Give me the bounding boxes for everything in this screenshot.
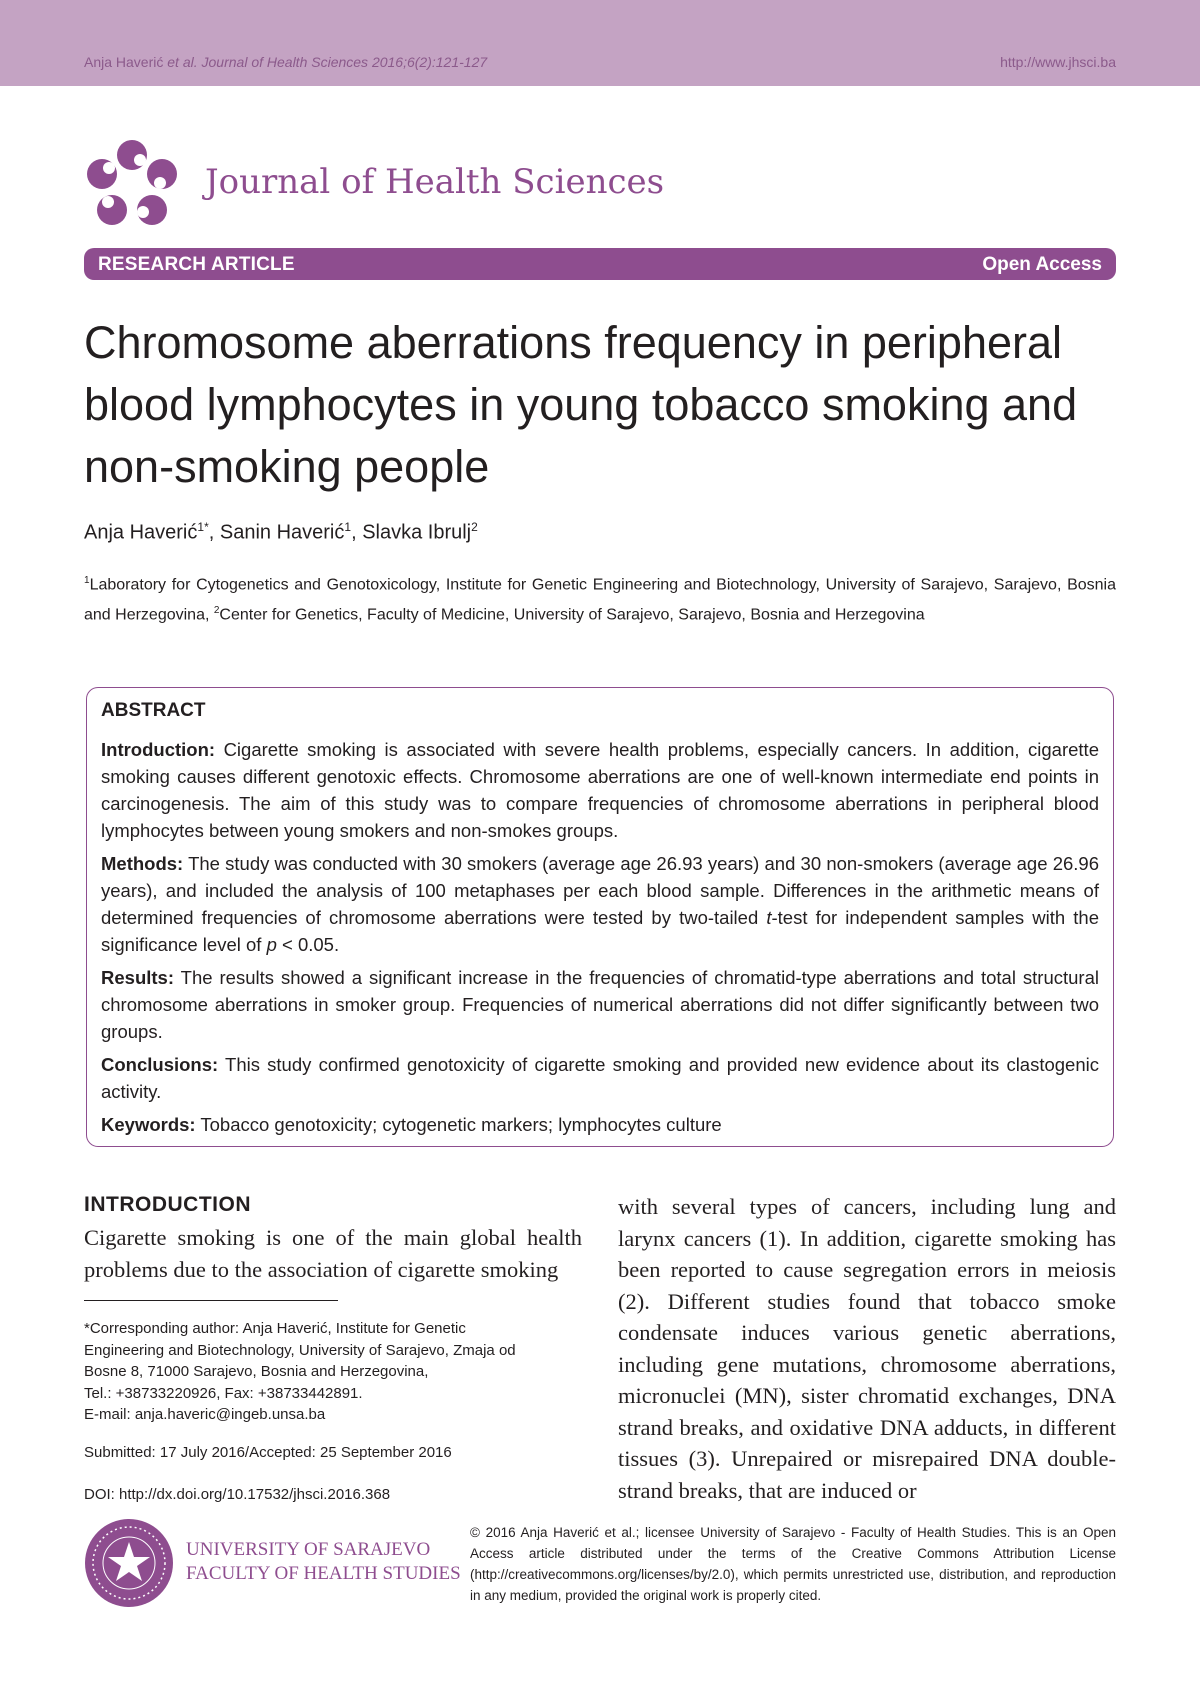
- university-name: [186, 1538, 461, 1586]
- section-text: The results showed a significant increase in the frequencies of chromatid-type aberrations and total structural chromosome aberrations in smoker group. Frequencies of numerical aberrations did not differ significantly between two groups.: [101, 967, 1099, 1042]
- footnote-line: Engineering and Biotechnology, University of Sarajevo, Zmaja od: [84, 1341, 516, 1359]
- affiliation-text: Center for Genetics, Faculty of Medicine, University of Sarajevo, Sarajevo, Bosnia and Herzegovina: [219, 606, 925, 624]
- article-title: Chromosome aberrations frequency in peripheral blood lymphocytes in young tobacco smoking and non-smoking people: [84, 317, 1078, 492]
- abstract-box: [86, 687, 1114, 1147]
- abstract-sections: [101, 736, 1099, 1144]
- university-seal-icon: [84, 1518, 174, 1608]
- p-symbol: p: [266, 934, 277, 955]
- article-type-label: RESEARCH ARTICLE: [98, 254, 295, 275]
- open-access-label: Open Access: [982, 254, 1102, 275]
- citation-journal: Journal of Health Sciences 2016;6(2):121-127: [197, 54, 488, 70]
- journal-url[interactable]: http://www.jhsci.ba: [1000, 54, 1116, 70]
- section-text: The study was conducted with 30 smokers (average age 26.93 years) and 30 non-smokers (average age 26.96 years), and included the analysis of 100 metaphases per each blood sample. Differences in the arithmetic means of determined frequencies of chromosome aberrations were tested by two-tailed: [101, 853, 1099, 928]
- author-name: Anja Haverić: [84, 521, 198, 544]
- author-affiliation-mark: 1*: [197, 520, 209, 534]
- journal-name: Journal of Health Sciences: [205, 162, 665, 202]
- author-affiliation-mark: 1: [344, 520, 352, 534]
- header-band: [0, 0, 1200, 86]
- section-text: Tobacco genotoxicity; cytogenetic markers; lymphocytes culture: [195, 1114, 722, 1135]
- introduction-heading: INTRODUCTION: [84, 1193, 251, 1216]
- affiliation-mark: 2: [213, 605, 220, 617]
- citation-etal: et al.: [167, 54, 198, 70]
- corresponding-author-note: [84, 1318, 584, 1426]
- footnote-line: Tel.: +38733220926, Fax: +38733442891.: [84, 1384, 363, 1402]
- affiliation-mark: 1: [84, 575, 90, 586]
- abstract-methods: [101, 850, 1099, 958]
- abstract-introduction: [101, 736, 1099, 844]
- abstract-heading: ABSTRACT: [101, 700, 206, 721]
- section-text: -test for independent samples with the significance level of: [101, 907, 1099, 955]
- article-type-ribbon: [84, 248, 1116, 280]
- author-affiliation-mark: 2: [471, 520, 478, 534]
- faculty-name-line: FACULTY OF HEALTH STUDIES: [186, 1563, 461, 1584]
- university-name-line: UNIVERSITY OF SARAJEVO: [186, 1539, 431, 1560]
- section-label: Introduction:: [101, 739, 216, 760]
- author-name: Sanin Haverić: [219, 521, 345, 544]
- affiliations: [84, 568, 1116, 629]
- author-list: Anja Haverić$^{1*}$, Sanin Haverić$^1$, Slavka Ibrulj$^2$: [84, 520, 478, 544]
- introduction-text-left: Cigarette smoking is one of the main global health problems due to the association of cigarette smoking: [84, 1225, 582, 1282]
- abstract-results: [101, 964, 1099, 1045]
- license-notice: © 2016 Anja Haverić et al.; licensee University of Sarajevo - Faculty of Health Studies. This is an Open Access article distributed under the terms of the Creative Commons Attribution License (http://creativecommons.org/licenses/by/2.0), which permits unrestricted use, distribution, and reproduction in any medium, provided the original work is properly cited.: [470, 1525, 1116, 1603]
- footnote-line: *Corresponding author: Anja Haverić, Institute for Genetic: [84, 1320, 466, 1337]
- section-label: Keywords:: [101, 1114, 196, 1135]
- section-label: Conclusions:: [101, 1054, 219, 1075]
- journal-logo-icon: [84, 138, 180, 234]
- affiliation-text: Laboratory for Cytogenetics and Genotoxicology, Institute for Genetic Engineering and Biotechnology, University of Sarajevo, Sarajevo, Bosnia and Herzegovina,: [84, 576, 1116, 624]
- t-symbol: t: [766, 907, 772, 928]
- submission-dates: Submitted: 17 July 2016/Accepted: 25 September 2016: [84, 1444, 452, 1461]
- author-name: Slavka Ibrulj: [362, 521, 472, 544]
- abstract-keywords: [101, 1111, 1099, 1138]
- running-citation: [84, 54, 487, 70]
- section-text: Cigarette smoking is associated with severe health problems, especially cancers. In addition, cigarette smoking causes different genotoxic effects. Chromosome aberrations are one of well-known intermediate end points in carcinogenesis. The aim of this study was to compare frequencies of chromosome aberrations in peripheral blood lymphocytes between young smokers and non-smokes groups.: [101, 739, 1099, 841]
- citation-authors: Anja Haverić: [84, 54, 168, 70]
- section-label: Results:: [101, 967, 174, 988]
- footnote-line: Bosne 8, 71000 Sarajevo, Bosnia and Herzegovina,: [84, 1363, 429, 1380]
- doi-link[interactable]: DOI: http://dx.doi.org/10.17532/jhsci.2016.368: [84, 1486, 391, 1503]
- footnote-divider: [84, 1300, 338, 1301]
- abstract-conclusions: [101, 1051, 1099, 1105]
- section-text: < 0.05.: [276, 934, 340, 955]
- section-label: Methods:: [101, 853, 184, 874]
- footnote-email[interactable]: E-mail: anja.haveric@ingeb.unsa.ba: [84, 1406, 326, 1423]
- introduction-text-right: with several types of cancers, including lung and larynx cancers (1). In addition, cigarette smoking has been reported to cause segregation errors in meiosis (2). Different studies found that tobacco smoke condensate induces various genetic aberrations, including gene mutations, chromosome aberrations, micronuclei (MN), sister chromatid exchanges, DNA strand breaks, and oxidative DNA adducts, in different tissues (3). Unrepaired or misrepaired DNA double-strand breaks, that are induced or: [618, 1194, 1116, 1503]
- section-text: This study confirmed genotoxicity of cigarette smoking and provided new evidence about its clastogenic activity.: [101, 1054, 1099, 1102]
